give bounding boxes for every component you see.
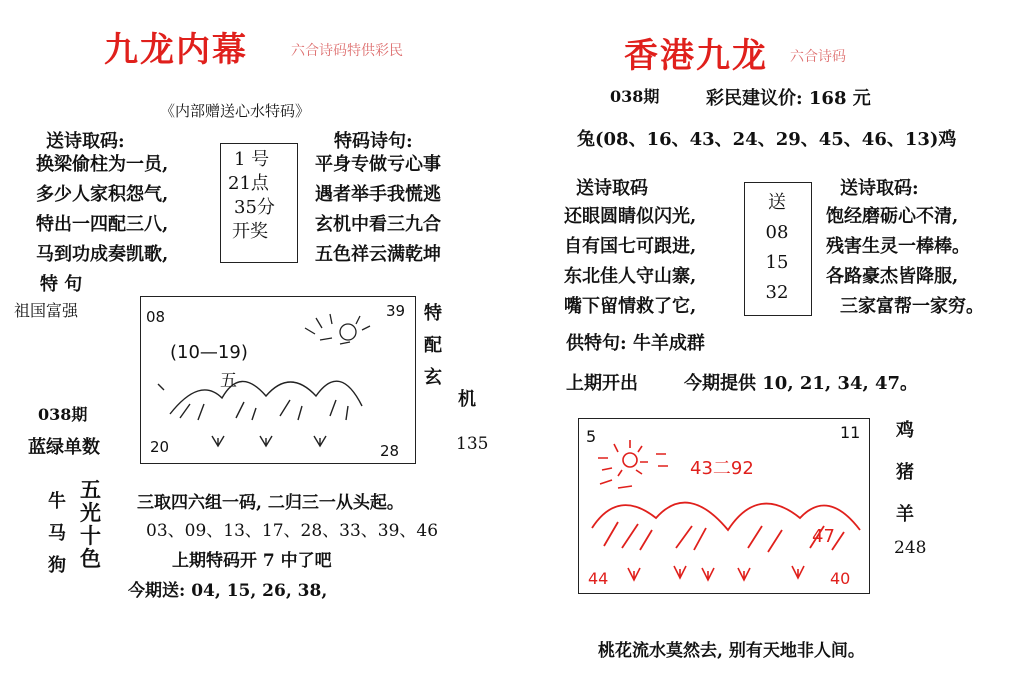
sketch-center-char: 五 <box>220 371 237 391</box>
left-five-ten <box>80 478 101 570</box>
sketch-bottom-right: 40 <box>830 569 851 588</box>
left-tagline: 《内部赠送心水特码》 <box>160 102 311 120</box>
send-box-line: 15 <box>765 252 789 273</box>
sketch-mid-num: 47 <box>812 526 835 547</box>
send-box-line: 08 <box>765 222 789 243</box>
right-poem-header-left: 送诗取码 <box>576 178 648 199</box>
poem-line: 换梁偷柱为一员, <box>36 154 169 175</box>
poem-line: 饱经磨砺心不清, <box>826 206 959 227</box>
send-box-text <box>744 188 810 308</box>
poem-line: 多少人家积怨气, <box>36 184 169 205</box>
right-today-offer: 今期提供 10, 21, 34, 47。 <box>684 373 919 394</box>
send-box-line: 32 <box>765 282 789 303</box>
left-verse <box>315 150 441 270</box>
right-price: 彩民建议价: 168 元 <box>706 88 871 109</box>
right-poem-header-right: 送诗取码: <box>840 178 919 199</box>
left-slogan: 祖国富强 <box>14 301 79 320</box>
right-rabbit-line: 兔(08、16、43、24、29、45、46、13)鸡 <box>577 129 957 150</box>
draw-time-line: 1 号 <box>234 149 270 170</box>
five-ten-char: 五 <box>80 477 101 502</box>
poem-line: 三家富帮一家穷。 <box>840 296 984 317</box>
zodiac-char: 牛 <box>48 491 66 512</box>
right-side-vertical <box>896 410 914 536</box>
sketch-top-right: 11 <box>840 423 861 442</box>
right-subtitle: 六合诗码 <box>790 49 846 65</box>
draw-time-line: 开奖 <box>232 221 268 242</box>
poem-line: 特出一四配三八, <box>36 214 169 235</box>
right-last-open: 上期开出 <box>566 373 638 394</box>
sketch-top-left: 5 <box>586 427 597 446</box>
sun-doodle <box>598 440 668 488</box>
left-side-ji: 机 <box>458 389 476 410</box>
left-side-vertical <box>424 298 442 394</box>
left-zodiac <box>48 486 66 582</box>
poem-line: 还眼圆睛似闪光, <box>564 206 697 227</box>
left-color-hint: 蓝绿单数 <box>28 437 100 458</box>
side-char: 羊 <box>896 504 914 525</box>
right-sketch <box>578 418 870 594</box>
sketch-top-left: 08 <box>146 308 166 326</box>
verse-line: 平身专做亏心事 <box>315 154 441 175</box>
poem-line: 残害生灵一棒棒。 <box>826 236 970 257</box>
five-ten-char: 色 <box>80 546 101 571</box>
right-title: 香港九龙 <box>624 36 768 76</box>
left-poem-header: 送诗取码: <box>46 131 125 152</box>
left-today: 今期送: 04, 15, 26, 38, <box>128 581 328 601</box>
sketch-range: (10—19) <box>170 342 248 363</box>
left-title: 九龙内幕 <box>104 30 248 70</box>
sketch-center-text: 43二92 <box>690 458 754 479</box>
side-char: 猪 <box>896 462 914 483</box>
left-rule: 三取四六组一码, 二归三一从头起。 <box>137 493 404 513</box>
zodiac-char: 马 <box>48 523 66 544</box>
verse-line: 玄机中看三九合 <box>315 214 441 235</box>
sketch-bottom-left: 20 <box>150 438 170 456</box>
right-footer: 桃花流水莫然去, 别有天地非人间。 <box>598 641 865 661</box>
left-sketch <box>140 296 416 464</box>
left-last-result: 上期特码开 7 中了吧 <box>172 551 332 571</box>
right-special-phrase: 供特句: 牛羊成群 <box>566 333 705 354</box>
poem-line: 马到功成奏凯歌, <box>36 244 169 265</box>
five-ten-char: 光 <box>80 500 101 525</box>
draw-time-text <box>228 148 275 244</box>
draw-time-line: 21点 <box>228 173 269 194</box>
poem-line: 自有国七可跟进, <box>564 236 697 257</box>
zodiac-char: 狗 <box>48 555 66 576</box>
right-side-num: 248 <box>894 538 927 558</box>
poem-line: 各路豪杰皆降服, <box>826 266 959 287</box>
verse-line: 五色祥云满乾坤 <box>315 244 441 265</box>
right-period: 038期 <box>610 87 660 106</box>
left-poem <box>36 150 168 300</box>
mountain-doodle <box>158 381 362 420</box>
right-poem-right <box>826 202 984 322</box>
sketch-top-right: 39 <box>386 302 406 320</box>
sun-doodle <box>305 314 370 344</box>
sketch-bottom-right: 28 <box>380 442 400 460</box>
grass-doodles <box>212 436 326 446</box>
poem-line: 东北佳人守山寨, <box>564 266 697 287</box>
side-char: 鸡 <box>896 420 914 441</box>
left-numbers: 03、09、13、17、28、33、39、46 <box>146 521 439 541</box>
draw-time-line: 35分 <box>234 197 275 218</box>
poem-line: 嘴下留情救了它, <box>564 296 697 317</box>
left-verse-header: 特码诗句: <box>334 131 413 152</box>
side-char: 配 <box>424 335 442 356</box>
left-side-num: 135 <box>456 434 489 454</box>
left-subtitle: 六合诗码特供彩民 <box>291 43 403 59</box>
right-poem-left <box>564 202 696 322</box>
side-char: 特 <box>424 303 442 324</box>
left-period: 038期 <box>38 405 88 424</box>
five-ten-char: 十 <box>80 523 101 548</box>
verse-line: 遇者举手我慌逃 <box>315 184 441 205</box>
side-char: 玄 <box>424 367 442 388</box>
sketch-bottom-left: 44 <box>588 569 609 588</box>
special-label: 特 句 <box>40 274 83 295</box>
send-box-line: 送 <box>768 192 786 213</box>
grass-doodles <box>628 566 804 580</box>
